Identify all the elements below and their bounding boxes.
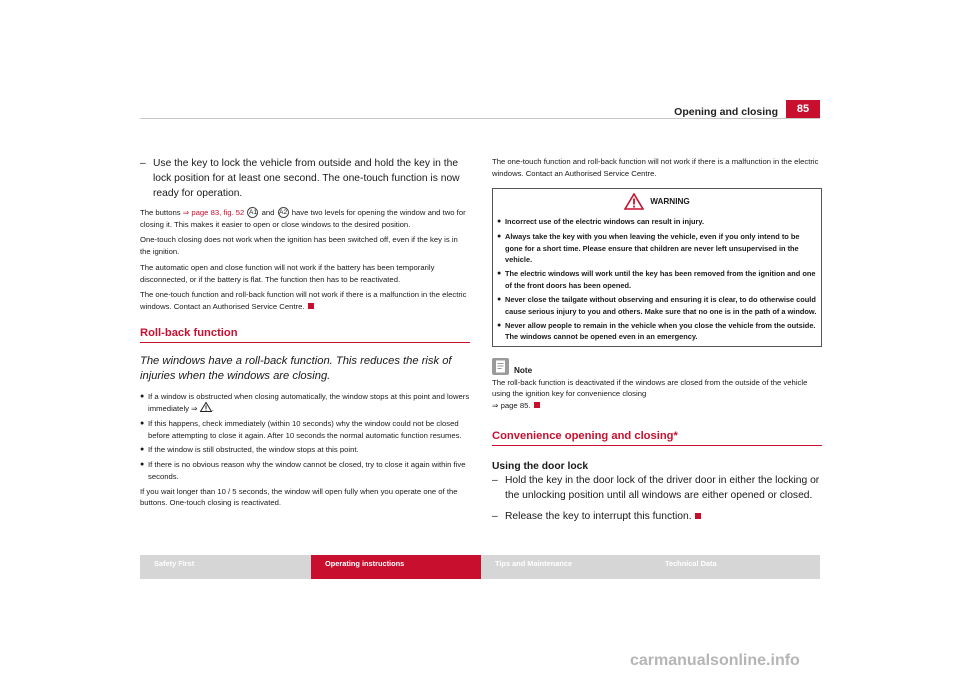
list-item-text: If there is no obvious reason why the window cannot be closed, try to close it again within five seconds.: [148, 460, 466, 481]
section-end-marker: [308, 303, 314, 309]
list-item: [140, 444, 470, 456]
paragraph-battery: The automatic open and close function will not work if the battery has been temporarily disconnected, or if the battery is flat. The function then has to be reactivated.: [140, 262, 435, 284]
left-column: [140, 156, 470, 509]
warning-title: [497, 193, 817, 210]
warning-item-text: Never allow people to remain in the vehicle when you close the vehicle from the outside. The windows cannot be opened even in an emergency.: [505, 320, 816, 342]
watermark: carmanualsonline.info: [630, 652, 800, 669]
button-a2-badge: A2: [279, 209, 288, 216]
list-item-text: If the window is still obstructed, the window stops at this point.: [148, 445, 359, 455]
page-reference-link[interactable]: ⇒ page 83, fig. 52: [182, 208, 245, 217]
warning-item: [497, 231, 817, 265]
text-run: The one-touch function and roll-back function will not work if there is a malfunction in the electric windows. Contact an Authorised Service Centre.: [140, 290, 467, 311]
list-item: [140, 391, 470, 415]
footer-tab-tips-and-maintenance[interactable]: Tips and Maintenance: [495, 559, 573, 568]
page-reference: ⇒ page 85.: [492, 401, 531, 411]
list-item-text: If this happens, check immediately (within 10 seconds) why the window could not be closed before attempting to close it again. After 10 seconds the normal automatic function resumes.: [148, 419, 462, 440]
warning-item: [497, 216, 817, 228]
step-dash: –: [492, 510, 498, 522]
bullet-icon: ●: [497, 321, 502, 329]
step-text: Hold the key in the door lock of the driver door in either the locking or the unlocking position until all windows are either opened or closed.: [505, 474, 820, 501]
step-lock-key: [140, 156, 470, 201]
paragraph-ignition: One-touch closing does not work when the ignition has been switched off, even if the key is in the ignition.: [140, 235, 458, 257]
text-run: The roll-back function is deactivated if the windows are closed from the outside of the vehicle using the ignition key for convenience closing: [492, 377, 808, 399]
footer-bar: [140, 555, 820, 579]
bullet-icon: ●: [497, 233, 502, 241]
text-run: The buttons: [140, 208, 183, 217]
text-run: .: [211, 404, 214, 414]
button-a1-badge: A1: [249, 209, 257, 216]
list-item: [140, 459, 470, 482]
page-number: 85: [786, 100, 820, 119]
step-text: [505, 509, 701, 524]
paragraph-buttons: [140, 207, 470, 230]
note-text: [492, 377, 822, 412]
footer-tab-operating-instructions[interactable]: Operating instructions: [311, 555, 481, 579]
right-column: [492, 156, 822, 530]
bullet-icon: ●: [140, 392, 145, 400]
warning-item-text: The electric windows will work until the key has been removed from the ignition and one of the front doors has been opened.: [505, 269, 816, 290]
section-end-marker: [695, 513, 701, 519]
heading-convenience: Convenience opening and closing*: [492, 430, 822, 446]
text-run: have two levels for opening the window and two for closing it. This makes it easier to open or close windows to the desired position.: [140, 208, 466, 229]
subheading-door-lock: Using the door lock: [492, 460, 589, 472]
warning-item: [497, 294, 817, 317]
text-run: Release the key to interrupt this function.: [505, 510, 692, 522]
bullet-icon: ●: [497, 270, 502, 278]
paragraph-malfunction-right: The one-touch function and roll-back function will not work if there is a malfunction in the electric windows. Contact an Authorised Service Centre.: [492, 157, 819, 178]
text-run: and: [259, 208, 277, 217]
note-icon: [492, 358, 509, 375]
warning-title-text: WARNING: [650, 197, 690, 207]
bullet-icon: ●: [497, 218, 502, 226]
warning-item-text: Never close the tailgate without observing and ensuring it is clear, to do otherwise could cause serious injury to you and others. Make sure that no one is in the path of a window.: [505, 295, 817, 316]
bullet-icon: ●: [140, 461, 145, 469]
step-hold-key: [492, 473, 822, 503]
paragraph-malfunction: [140, 289, 470, 312]
warning-item: [497, 320, 817, 343]
page-header-title: Opening and closing: [674, 106, 778, 118]
text-run: If a window is obstructed when closing automatically, the window stops at this point and lowers immediately ⇒: [148, 391, 470, 414]
paragraph-wait: If you wait longer than 10 / 5 seconds, the window will open fully when you operate one of the buttons. One-touch closing is reactivated.: [140, 486, 458, 508]
warning-triangle-icon: [200, 402, 212, 412]
step-dash: –: [492, 474, 498, 486]
section-end-marker: [534, 402, 540, 408]
warning-item: [497, 268, 817, 291]
warning-item-text: Always take the key with you when leaving the vehicle, even if you only intend to be gone for a short time. Please ensure that children are never left unsupervised in the vehicle.: [505, 232, 800, 264]
footer-tab-technical-data[interactable]: Technical Data: [665, 559, 717, 568]
step-dash: –: [140, 158, 146, 169]
bullet-icon: ●: [140, 420, 145, 428]
list-item-text: [148, 391, 470, 415]
lead-roll-back: The windows have a roll-back function. This reduces the risk of injuries when the windows are closing.: [140, 354, 452, 382]
note-title: [492, 358, 822, 375]
step-release-key: [492, 509, 822, 524]
warning-item-text: Incorrect use of the electric windows can result in injury.: [505, 217, 705, 227]
warning-triangle-icon: [624, 193, 644, 210]
list-item: [140, 418, 470, 441]
heading-roll-back: Roll-back function: [140, 327, 470, 343]
warning-box: [492, 188, 822, 346]
note-title-text: Note: [514, 365, 533, 375]
footer-tab-safety-first[interactable]: Safety First: [154, 559, 195, 568]
header-rule: [140, 118, 820, 119]
step-text: Use the key to lock the vehicle from outside and hold the key in the lock position for at least one second. The one-touch function is now ready for operation.: [153, 158, 460, 199]
bullet-icon: ●: [497, 296, 502, 304]
bullet-icon: ●: [140, 446, 145, 454]
